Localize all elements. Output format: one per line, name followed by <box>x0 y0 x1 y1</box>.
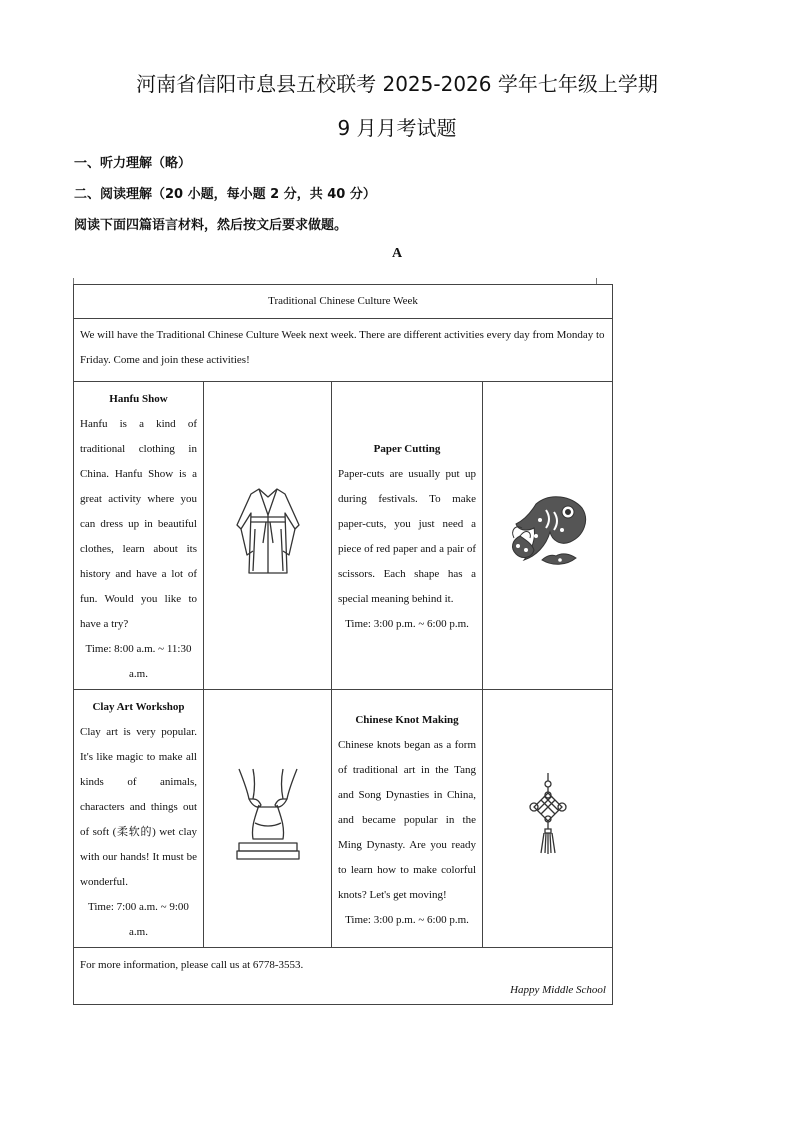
flyer-title: Traditional Chinese Culture Week <box>74 285 613 319</box>
activity-cell-hanfu <box>74 382 204 690</box>
reading-instruction: 阅读下面四篇语言材料，然后按文后要求做题。 <box>74 218 348 233</box>
activity-name: Clay Art Workshop <box>92 701 185 713</box>
knot-picture-cell <box>483 690 613 948</box>
hanfu-robe-icon <box>233 485 303 577</box>
exam-title-line2: 9 月月考试题 <box>337 116 457 140</box>
paper-cut-picture-cell <box>483 382 613 690</box>
activity-name: Chinese Knot Making <box>355 714 459 726</box>
exam-title-line1: 河南省信阳市息县五校联考 2025-2026 学年七年级上学期 <box>136 72 658 96</box>
section-reading: 二、阅读理解（20 小题，每小题 2 分，共 40 分） <box>74 187 376 202</box>
activity-cell-paper-cutting <box>332 382 483 690</box>
section-listening: 一、听力理解（略） <box>74 156 192 171</box>
activity-time: Time: 8:00 a.m. ~ 11:30 a.m. <box>85 643 192 680</box>
activity-name: Paper Cutting <box>373 443 441 455</box>
activity-description: Paper-cuts are usually put up during festivals. To make paper-cuts, you just need a piece of red paper and a pair of scissors. Each shape has a special meaning behind it. <box>338 468 476 605</box>
culture-week-flyer <box>73 284 613 1005</box>
flyer-intro: We will have the Traditional Chinese Culture Week next week. There are different activities every day from Monday to Friday. Come and join these activities! <box>74 319 613 382</box>
school-signature: Happy Middle School <box>510 984 606 996</box>
activity-time: Time: 7:00 a.m. ~ 9:00 a.m. <box>88 901 189 938</box>
hanfu-picture-cell <box>204 382 332 690</box>
activity-cell-chinese-knot <box>332 690 483 948</box>
activity-description: Hanfu is a kind of traditional clothing in China. Hanfu Show is a great activity where you can dress up in beautiful clothes, learn about its history and have a lot of fun. Would you like to have a try? <box>80 418 197 630</box>
activity-cell-clay-art <box>74 690 204 948</box>
activity-time: Time: 3:00 p.m. ~ 6:00 p.m. <box>345 618 469 630</box>
passage-label: A <box>391 246 403 261</box>
paper-cut-fish-icon <box>506 490 590 572</box>
activity-description: Chinese knots began as a form of traditional art in the Tang and Song Dynasties in China, and became popular in the Ming Dynasty. Are you ready to learn how to make colorful knots? Let's get moving! <box>338 739 476 901</box>
activity-name: Hanfu Show <box>109 393 168 405</box>
contact-info: For more information, please call us at 6778-3553. <box>80 959 304 971</box>
pottery-wheel-icon <box>233 765 303 863</box>
activity-time: Time: 3:00 p.m. ~ 6:00 p.m. <box>345 914 469 926</box>
activity-description: Clay art is very popular. It's like magic to make all kinds of animals, characters and things out of soft (柔软的) wet clay with our hands! It must be wonderful. <box>80 726 197 888</box>
chinese-knot-icon <box>528 771 568 857</box>
flyer-footer <box>74 948 613 1005</box>
clay-picture-cell <box>204 690 332 948</box>
